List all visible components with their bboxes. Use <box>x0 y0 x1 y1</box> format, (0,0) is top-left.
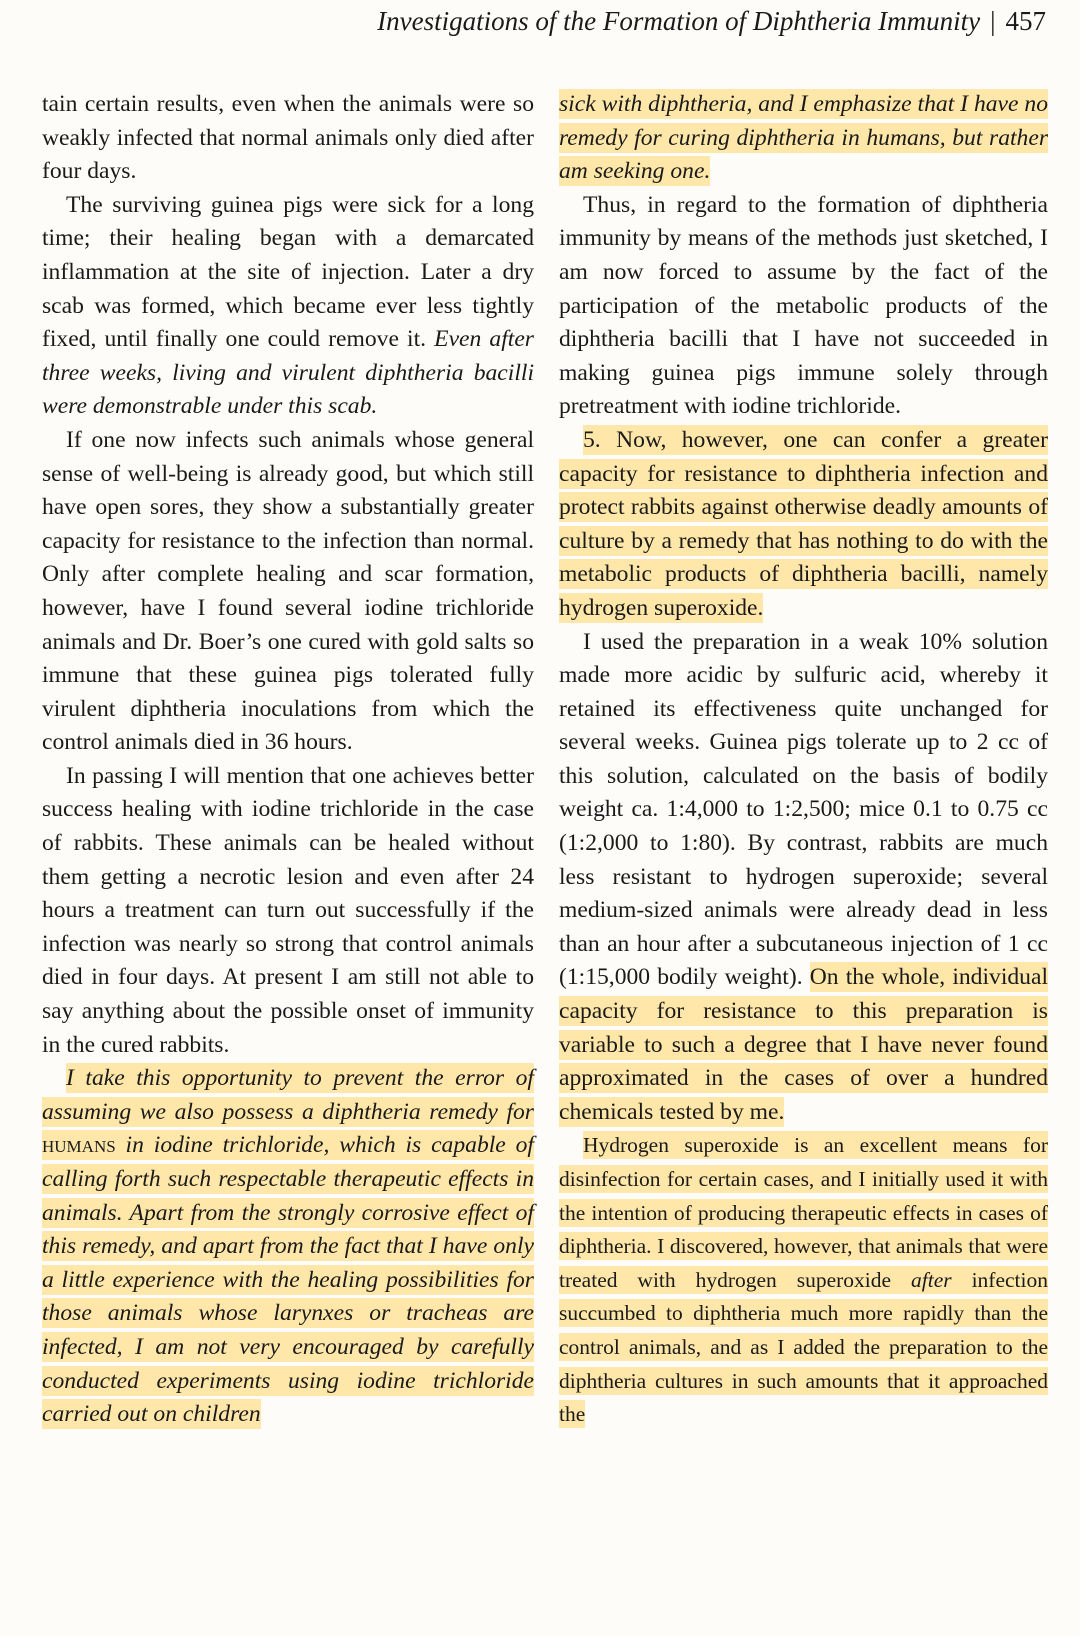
left-column <box>42 88 534 1432</box>
highlighted-text: 5. Now, however, one can confer a greater capacity for resistance to diphtheria infection and protect rabbits against otherwise deadly amounts of culture by a remedy that has nothing to do with the metabolic products of diphtheria bacilli, namely hydrogen superoxide. <box>559 426 1048 621</box>
paragraph: In passing I will mention that one achieves better success healing with iodine trichloride in the case of rabbits. These animals can be healed without them getting a necrotic lesion and even after 24 hours a treatment can turn out successfully if the infection was nearly so strong that control animals died in four days. At present I am still not able to say anything about the possible onset of immunity in the cured rabbits. <box>42 762 534 1058</box>
paragraph: Thus, in regard to the formation of diphtheria immunity by means of the methods just sketched, I am now forced to assume by the fact of the participation of the metabolic products of the diphtheria bacilli that I have not succeeded in making guinea pigs immune solely through pretreatment with iodine trichloride. <box>559 191 1048 420</box>
highlighted-paragraph <box>559 424 1048 626</box>
highlighted-paragraph <box>559 1129 1048 1431</box>
running-header <box>377 6 1046 37</box>
paragraph: tain certain results, even when the animals were so weakly infected that normal animals only died after four days. <box>42 91 534 185</box>
highlighted-paragraph <box>42 1062 534 1432</box>
highlighted-text: On the whole, individual capacity for resistance to this preparation is variable to such a degree that I have never found approximated in the cases of over a hundred chemicals tested by me. <box>559 964 1048 1125</box>
chapter-title: Investigations of the Formation of Diphtheria Immunity <box>377 6 981 36</box>
highlighted-italic-text: after <box>911 1267 952 1292</box>
header-separator: | <box>990 6 996 36</box>
highlighted-paragraph <box>559 88 1048 189</box>
highlighted-text: sick with diphtheria, and I emphasize that I have no remedy for curing diphtheria in humans, but rather am seeking one. <box>559 91 1048 185</box>
highlighted-roman-text: humans <box>42 1132 116 1159</box>
highlighted-text: I take this opportunity to prevent the error of assuming we also possess a diphtheria remedy for <box>42 1065 534 1125</box>
page-number: 457 <box>1005 6 1046 36</box>
highlighted-text: infection succumbed to diphtheria much more rapidly than the control animals, and as I added the preparation to the diphtheria cultures in such amounts that it approached the <box>559 1267 1048 1427</box>
highlighted-text: in iodine trichloride, which is capable of calling forth such respectable therapeutic effects in animals. Apart from the strongly corrosive effect of this remedy, and apart from the fact that I have only a little experience with the healing possibilities for those animals whose larynxes or tracheas are infected, I am not very encouraged by carefully conducted experiments using iodine trichloride carried out on children <box>42 1132 534 1428</box>
paragraph: If one now infects such animals whose general sense of well-being is already good, but which still have open sores, they show a substantially greater capacity for resistance to the infection than normal. Only after complete healing and scar formation, however, have I found several iodine trichloride animals and Dr. Boer’s one cured with gold salts so immune that these guinea pigs tolerated fully virulent diphtheria inoculations from which the control animals died in 36 hours. <box>42 426 534 756</box>
paragraph-text: The surviving guinea pigs were sick for a long time; their healing began with a demarcated inflammation at the site of injection. Later a dry scab was formed, which became ever less tightly fixed, until finally one could remove it. <box>42 191 534 353</box>
right-column <box>559 88 1048 1432</box>
highlighted-text: Hydrogen superoxide is an excellent means for disinfection for certain cases, and I initially used it with the intention of producing therapeutic effects in cases of diphtheria. I discovered, however, that animals that were treated with hydrogen superoxide <box>559 1133 1048 1292</box>
paragraph <box>559 626 1048 1130</box>
paragraph-text: I used the preparation in a weak 10% solution made more acidic by sulfuric acid, whereby it retained its effectiveness quite unchanged for several weeks. Guinea pigs tolerate up to 2 cc of this solution, calculated on the basis of bodily weight ca. 1:4,000 to 1:2,500; mice 0.1 to 0.75 cc (1:2,000 to 1:80). By contrast, rabbits are much less resistant to hydrogen superoxide; several medium-sized animals were already dead in less than an hour after a subcutaneous injection of 1 cc (1:15,000 bodily weight). <box>559 628 1048 991</box>
paragraph <box>42 189 534 424</box>
italic-text: Even after three weeks, living and virulent diphtheria bacilli were demonstrable under this scab. <box>42 326 534 420</box>
